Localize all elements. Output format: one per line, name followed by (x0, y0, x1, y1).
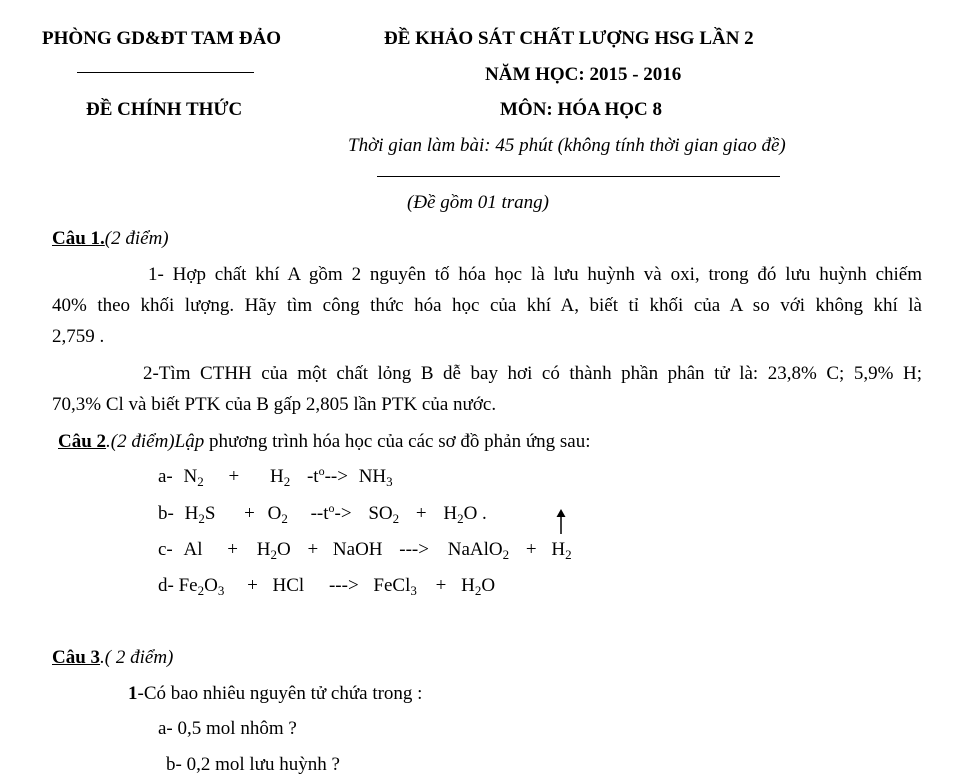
eq-b-reactant-1: $H_2S$ (184, 503, 216, 526)
eq-d-arrow: ---> (328, 575, 359, 596)
eq-a-reactant-1: $N_2$ (183, 466, 204, 489)
equation-b (158, 503, 487, 525)
department-name: PHÒNG GD&ĐT TAM ĐẢO (42, 28, 282, 49)
eq-c-product-1: NaAlO$_2$ (447, 539, 510, 562)
eq-d-plus-2: + (435, 575, 447, 596)
eq-b-product-2: $H_2O$ . (443, 503, 487, 526)
eq-d-product-2: $H_2O$ (461, 575, 496, 598)
eq-a-reactant-2: $H_2$ (269, 466, 291, 489)
equation-c (158, 539, 572, 561)
left-divider (77, 72, 254, 73)
q2-label: Câu 2 (58, 431, 107, 452)
eq-c-product-2: $H_2$ (551, 539, 572, 562)
eq-d-product-1: FeCl$_3$ (373, 575, 417, 598)
q1-part2-line2: 70,3% Cl và biết PTK của B gấp 2,805 lần PTK của nước. (52, 394, 497, 415)
q3-heading (52, 647, 173, 669)
eq-b-prefix: b- (158, 503, 174, 524)
equation-a (158, 466, 393, 488)
q1-part1-line3: 2,759 . (52, 326, 105, 347)
q1-part1-line2: 40% theo khối lượng. Hãy tìm công thức hóa học của khí A, biết tỉ khối của A so với không khí là (52, 295, 922, 316)
q1-label: Câu 1. (52, 228, 105, 249)
q3-part1-number: 1 (128, 683, 138, 704)
eq-c-reactant-1: Al (183, 539, 203, 560)
q2-points: .(2 điểm) (106, 431, 175, 452)
q1-part2-line1: 2-Tìm CTHH của một chất lỏng B dễ bay hơi có thành phần phân tử là: 23,8% C; 5,9% H; (143, 363, 922, 384)
eq-b-plus: + (244, 503, 255, 524)
eq-c-prefix: c- (158, 539, 173, 560)
eq-b-plus-2: + (415, 503, 427, 524)
q3-points: .( 2 điểm) (100, 647, 174, 668)
pages-note: (Đề gồm 01 trang) (407, 192, 549, 213)
q1-part2 (52, 358, 922, 420)
subject-title: MÔN: HÓA HỌC 8 (500, 99, 663, 120)
school-year: NĂM HỌC: 2015 - 2016 (485, 64, 682, 85)
eq-a-product: $NH_3$ (358, 466, 393, 489)
eq-b-reactant-2: $O_2$ (267, 503, 288, 526)
q3-part1-text: -Có bao nhiêu nguyên tử chứa trong : (137, 683, 423, 704)
eq-c-reactant-2: $H_2O$ (256, 539, 291, 562)
eq-d-plus: + (247, 575, 258, 596)
right-divider (377, 176, 780, 177)
time-note: Thời gian làm bài: 45 phút (không tính thời gian giao đề) (348, 135, 786, 156)
official-exam-label: ĐỀ CHÍNH THỨC (86, 99, 243, 120)
eq-a-plus: + (228, 466, 240, 487)
eq-c-reactant-3: NaOH (332, 539, 383, 560)
eq-d-reactant-2: HCl (272, 575, 305, 596)
eq-c-arrow: ---> (399, 539, 429, 560)
q3-item-b: b- 0,2 mol lưu huỳnh ? (166, 754, 340, 775)
equation-d (158, 575, 495, 597)
q1-heading (52, 228, 169, 250)
q2-heading (58, 431, 591, 453)
eq-c-plus: + (227, 539, 238, 560)
eq-a-prefix: a- (158, 466, 173, 487)
eq-d-prefix-and-reactant-1: d- $Fe_2O_3$ (158, 575, 225, 598)
eq-b-product-1: $SO_2$ (368, 503, 400, 526)
q1-points: (2 điểm) (104, 228, 169, 249)
q1-part1 (52, 259, 922, 352)
q1-part1-line1: 1- Hợp chất khí A gồm 2 nguyên tố hóa học là lưu huỳnh và oxi, trong đó lưu huỳnh chiếm (148, 264, 922, 285)
eq-c-plus-2: + (307, 539, 319, 560)
up-arrow-icon (554, 509, 568, 535)
q3-label: Câu 3 (52, 647, 101, 668)
eq-b-condition-arrow: $--t^o->$ (310, 501, 352, 524)
q2-instruction-verb: Lập (174, 431, 205, 452)
q3-part1 (128, 683, 422, 705)
eq-a-condition-arrow: $-t^o-->$ (306, 464, 348, 487)
eq-c-plus-3: + (525, 539, 537, 560)
q2-instruction: phương trình hóa học của các sơ đồ phản ứng sau: (204, 431, 591, 452)
exam-title: ĐỀ KHẢO SÁT CHẤT LƯỢNG HSG LẦN 2 (384, 28, 754, 49)
q3-item-a: a- 0,5 mol nhôm ? (158, 718, 297, 739)
